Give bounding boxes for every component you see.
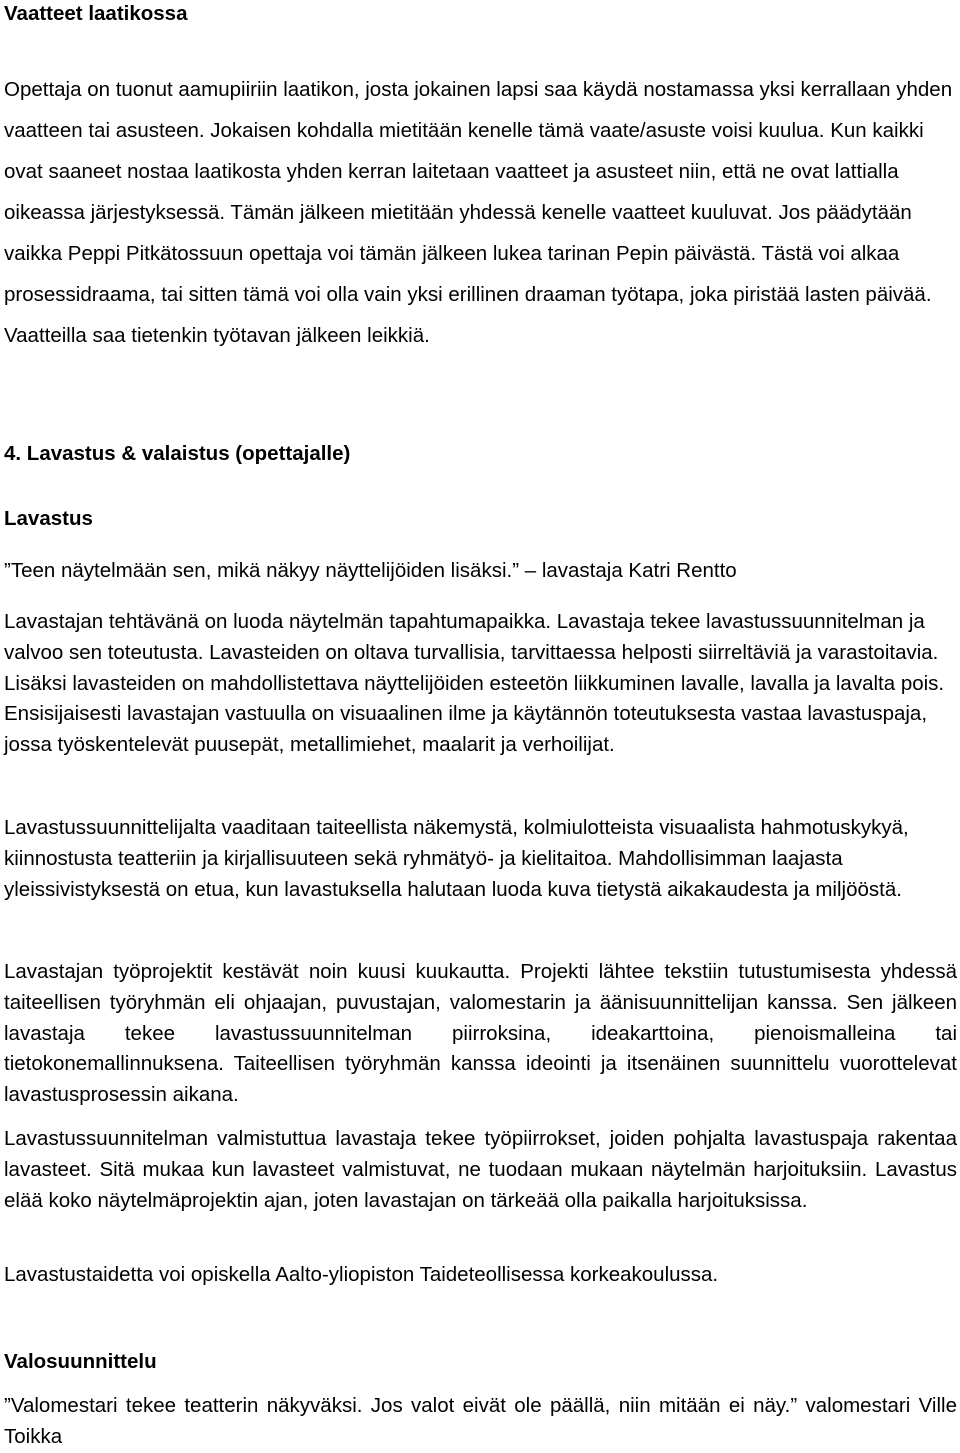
- lavastus-paragraph-2: Lavastussuunnittelijalta vaaditaan taiteellista näkemystä, kolmiulotteista visuaalista hahmotuskykyä, kiinnostusta teatteriin ja kirjallisuuteen sekä ryhmätyö- ja kielitaitoa. Mahdollisimman laajasta yleissivistyksestä on etua, kun lavastuksella halutaan luoda kuva tietystä aikakaudesta ja miljööstä.: [4, 816, 909, 901]
- lavastus-paragraph-4: Lavastussuunnitelman valmistuttua lavastaja tekee työpiirrokset, joiden pohjalta lavastuspaja rakentaa lavasteet. Sitä mukaa kun lavasteet valmistuvat, ne tuodaan mukaan näytelmän harjoituksiin. Lavastus elää koko näytelmäprojektin ajan, joten lavastajan on tärkeää olla paikalla harjoituksissa.: [4, 1127, 957, 1212]
- valosuunnittelu-quote: ”Valomestari tekee teatterin näkyväksi. Jos valot eivät ole päällä, niin mitään ei näy.” valomestari Ville Toikka: [4, 1394, 957, 1448]
- lavastus-paragraph-1: Lavastajan tehtävänä on luoda näytelmän tapahtumapaikka. Lavastaja tekee lavastussuunnitelman ja valvoo sen toteutusta. Lavasteiden on oltava turvallisia, tarvittaessa helposti siirreltäviä ja varastoitavia. Lisäksi lavasteiden on mahdollistettava näyttelijöiden esteetön liikkuminen lavalle, lavalla ja lavalta pois. Ensisijaisesti lavastajan vastuulla on visuaalinen ilme ja käytännön toteutuksesta vastaa lavastuspaja, jossa työskentelevät puusepät, metallimiehet, maalarit ja verhoilijat.: [4, 610, 945, 757]
- section-heading-vaatteet: Vaatteet laatikossa: [4, 2, 188, 25]
- subheading-valosuunnittelu: Valosuunnittelu: [4, 1350, 157, 1373]
- lavastus-paragraph-5: Lavastustaidetta voi opiskella Aalto-yliopiston Taideteollisessa korkeakoulussa.: [4, 1263, 719, 1286]
- chapter-heading-lavastus-valaistus: 4. Lavastus & valaistus (opettajalle): [4, 442, 351, 465]
- lavastus-paragraph-3: Lavastajan työprojektit kestävät noin kuusi kuukautta. Projekti lähtee tekstiin tutustumisesta yhdessä taiteellisen työryhmän eli ohjaajan, puvustajan, valomestarin ja äänisuunnittelijan kanssa. Sen jälkeen lavastaja tekee lavastussuunnitelman piirroksina, ideakarttoina, pienoismalleina tai tietokonemallinnuksena. Taiteellisen työryhmän kanssa ideointi ja itsenäinen suunnittelu vuorottelevat lavastusprosessin aikana.: [4, 960, 957, 1107]
- lavastus-quote: ”Teen näytelmään sen, mikä näkyy näyttelijöiden lisäksi.” – lavastaja Katri Rentto: [4, 559, 737, 582]
- vaatteet-paragraph: Opettaja on tuonut aamupiiriin laatikon, josta jokainen lapsi saa käydä nostamassa yksi kerrallaan yhden vaatteen tai asusteen. Jokaisen kohdalla mietitään kenelle tämä vaate/asuste voisi kuulua. Kun kaikki ovat saaneet nostaa laatikosta yhden kerran laitetaan vaatteet ja asusteet niin, että ne ovat lattialla oikeassa järjestyksessä. Tämän jälkeen mietitään yhdessä kenelle vaatteet kuuluvat. Jos päädytään vaikka Peppi Pitkätossuun opettaja voi tämän jälkeen lukea tarinan Pepin päivästä. Tästä voi alkaa prosessidraama, tai sitten tämä voi olla vain yksi erillinen draaman työtapa, joka piristää lasten päivää. Vaatteilla saa tietenkin työtavan jälkeen leikkiä.: [4, 78, 953, 347]
- subheading-lavastus: Lavastus: [4, 507, 93, 530]
